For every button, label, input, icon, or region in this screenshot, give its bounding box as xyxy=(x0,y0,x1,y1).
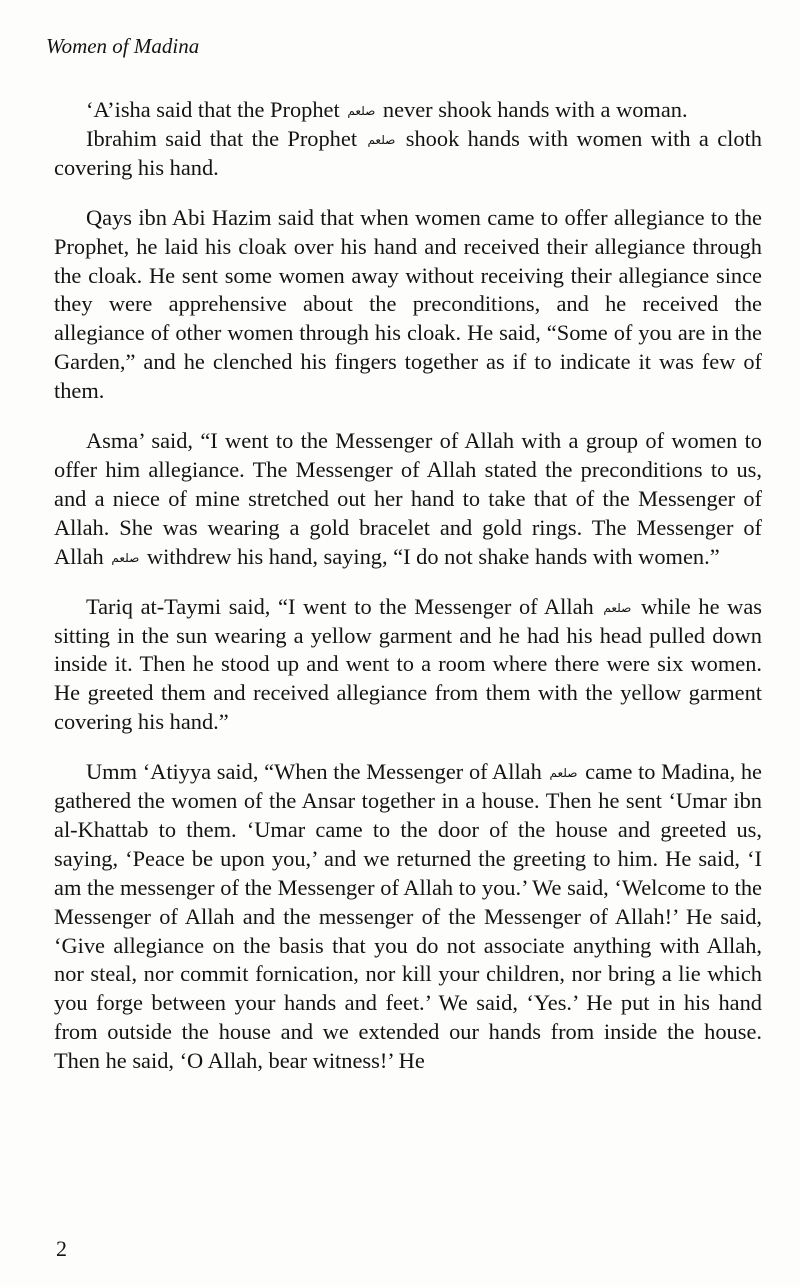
paragraph-text: Qays ibn Abi Hazim said that when women came to offer allegiance to the Prophet, he laid his cloak over his hand and received their allegiance through the cloak. He sent some women away without receiving their allegiance since they were apprehensive about the preconditions, and he received the allegiance of other women through his cloak. He said, “Some of you are in the Garden,” and he clenched his fingers together as if to indicate it was few of them. xyxy=(54,204,762,404)
paragraph-text: came to Madina, he gathered the women of the Ansar together in a house. Then he sent ‘Umar ibn al-Khattab to them. ‘Umar came to the door of the house and greeted us, saying, ‘Peace be upon you,’ and we returned the greeting to him. He said, ‘I am the messenger of the Messenger of Allah to you.’ We said, ‘Welcome to the Messenger of Allah and the messenger of the Messenger of Allah!’ He said, ‘Give allegiance on the basis that you do not associate anything with Allah, nor steal, nor commit fornication, nor kill your children, nor bring a lie which you forge between your hands and feet.’ We said, ‘Yes.’ He put in his hand from outside the house and we extended our hands from inside the house. Then he said, ‘O Allah, bear witness!’ He xyxy=(54,759,762,1074)
paragraph-ibrahim xyxy=(54,125,762,183)
paragraph-text: withdrew his hand, saying, “I do not shake hands with women.” xyxy=(146,543,720,569)
salutation-glyph: صلعم xyxy=(549,766,578,781)
body-text xyxy=(54,96,762,1076)
paragraph-umm-atiyya xyxy=(54,758,762,1076)
page-number: 2 xyxy=(56,1236,67,1261)
paragraph-text: never shook hands with a woman. xyxy=(382,97,688,122)
salutation-glyph: صلعم xyxy=(367,132,396,147)
salutation-glyph: صلعم xyxy=(603,600,632,615)
paragraph-text: Asma’ said, “I went to the Messenger of Allah with a group of women to offer him allegiance. The Messenger of Allah stated the preconditions to us, and a niece of mine stretched out her hand to take that of the Messenger of Allah. She was wearing a gold bracelet and gold rings. The Messenger of Allah xyxy=(54,428,762,569)
paragraph-aisha xyxy=(54,96,762,125)
salutation-glyph: صلعم xyxy=(347,104,376,118)
paragraph-text: ‘A’isha said that the Prophet xyxy=(86,97,340,122)
paragraph-asma xyxy=(54,427,762,572)
paragraph-tariq xyxy=(54,593,762,738)
paragraph-text: shook hands with women with a cloth covering his hand. xyxy=(54,125,763,180)
paragraph-text: Umm ‘Atiyya said, “When the Messenger of Allah xyxy=(86,759,542,785)
running-head: Women of Madina xyxy=(46,34,200,58)
paragraph-text: while he was sitting in the sun wearing a yellow garment and he had his head pulled down inside it. Then he stood up and went to a room where there were six women. He greeted them and received allegiance from them with the yellow garment covering his hand.” xyxy=(54,593,762,735)
salutation-glyph: صلعم xyxy=(111,550,140,565)
paragraph-qays xyxy=(54,204,762,406)
paragraph-text: Tariq at-Taymi said, “I went to the Messenger of Allah xyxy=(86,593,594,619)
paragraph-text: Ibrahim said that the Prophet xyxy=(86,125,358,151)
